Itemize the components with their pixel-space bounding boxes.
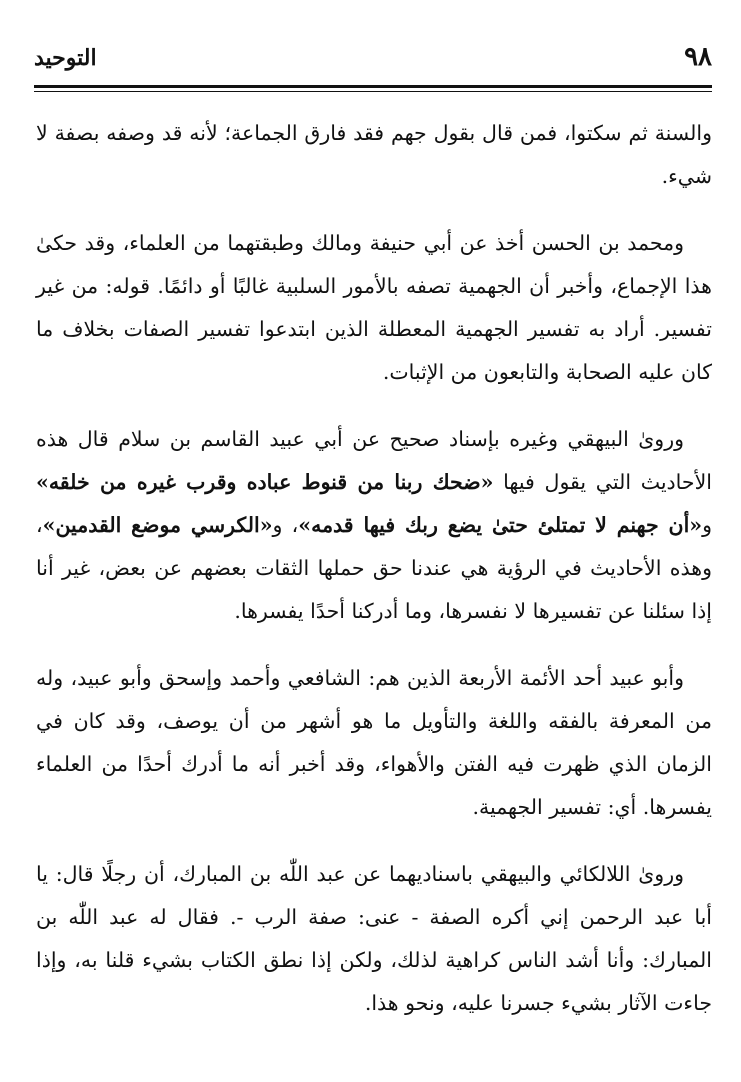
header-rule-thin [34, 91, 712, 92]
paragraph-1: والسنة ثم سكتوا، فمن قال بقول جهم فقد فارق الجماعة؛ لأنه قد وصفه بصفة لا شيء. [36, 121, 712, 188]
running-title: التوحيد [34, 45, 97, 71]
header-rule-thick [34, 85, 712, 88]
paragraph-3-text-c: ، و [272, 513, 299, 537]
paragraph-5: ورویٰ اللالكائي والبيهقي باسناديهما عن عبد اللّٰه بن المبارك، أن رجلًا قال: يا أبا عبد الرحمن إني أكره الصفة - عنى: صفة الرب -. فقال له عبد اللّٰه بن المبارك: وأنا أشد الناس كراهية لذلك، ولكن إذا نطق الكتاب بشيء قلنا به، وإذا جاءت الآثار بشيء جسرنا عليه، ونحو هذا. [36, 862, 712, 1015]
paragraph-4: وأبو عبيد أحد الأئمة الأربعة الذين هم: الشافعي وأحمد وإسحق وأبو عبيد، وله من المعرفة بالفقه واللغة والتأويل ما هو أشهر من أن يوصف، وقد كان في الزمان الذي ظهرت فيه الفتن والأهواء، وقد أخبر أنه ما أدرك أحدًا من العلماء يفسرها. أي: تفسير الجهمية. [36, 666, 712, 819]
paragraph-3-text-b: و [702, 513, 712, 537]
paragraph-2: ومحمد بن الحسن أخذ عن أبي حنيفة ومالك وطبقتهما من العلماء، وقد حكىٰ هذا الإجماع، وأخبر أن الجهمية تصفه بالأمور السلبية غالبًا أو دائمًا. قوله: من غير تفسير. أراد به تفسير الجهمية المعطلة الذين ابتدعوا تفسير الصفات بخلاف ما كان عليه الصحابة والتابعون من الإثبات. [36, 231, 712, 384]
hadith-quote-laughter: «ضحك ربنا من قنوط عباده وقرب غيره من خلقه» [36, 470, 494, 494]
page-number: ٩٨ [684, 42, 712, 72]
paragraph-3 [36, 418, 712, 633]
body-text [36, 112, 712, 1049]
paragraph-3-text-a: ورویٰ البيهقي وغيره بإسناد صحيح عن أبي عبيد القاسم بن سلام قال هذه الأحاديث التي يقول فيها [36, 427, 712, 494]
hadith-quote-hell: «أن جهنم لا تمتلئ حتىٰ يضع ربك فيها قدمه» [298, 513, 703, 537]
paragraph-3-text-d: ، وهذه الأحاديث في الرؤية هي عندنا حق حملها الثقات بعضهم عن بعض، غير أنا إذا سئلنا عن تفسيرها لا نفسرها، وما أدركنا أحدًا يفسرها. [36, 513, 712, 623]
page-header [34, 40, 712, 84]
hadith-quote-kursi: «الكرسي موضع القدمين» [42, 513, 273, 537]
